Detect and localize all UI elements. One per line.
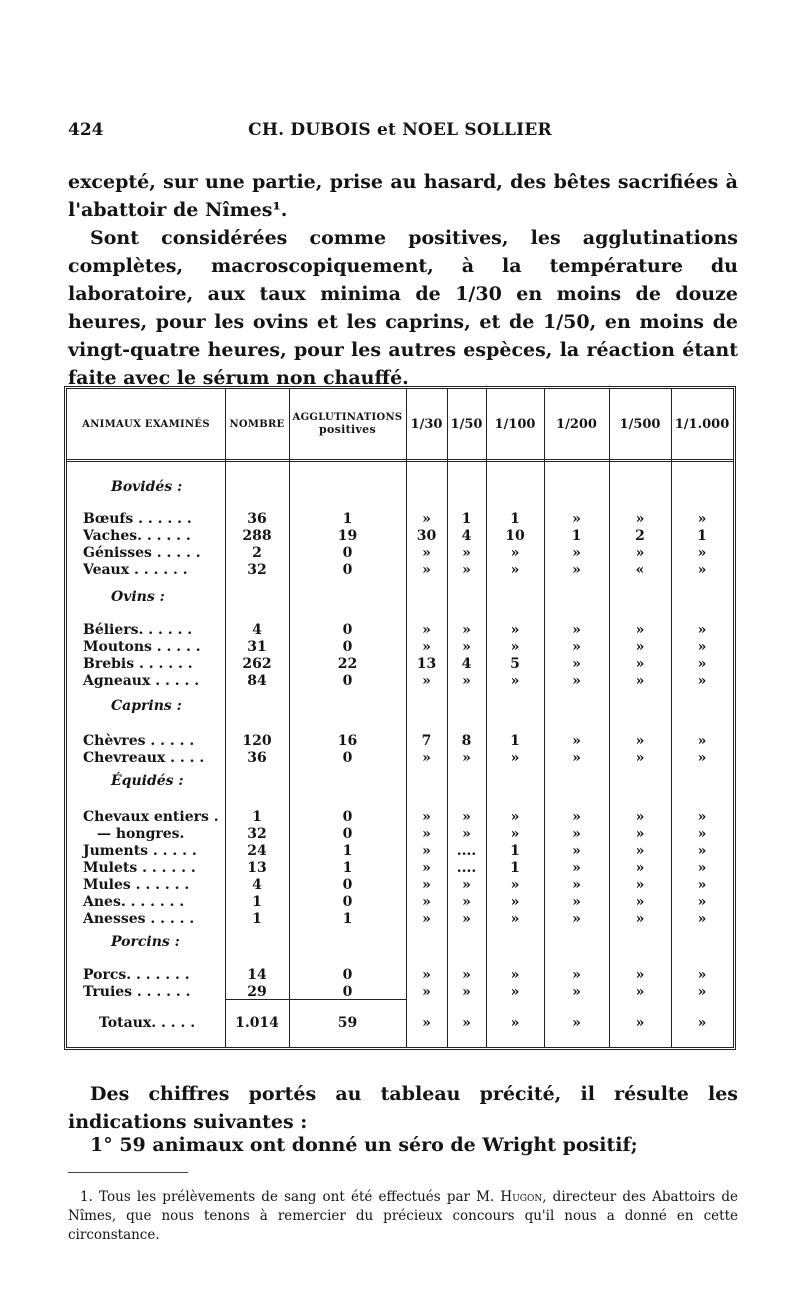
cell-t100: » bbox=[510, 639, 520, 655]
cell-t30: » bbox=[422, 545, 431, 561]
cell-t100: » bbox=[510, 562, 520, 578]
table-row-moutons bbox=[67, 639, 733, 656]
cell-t200: » bbox=[572, 877, 581, 893]
cell-t200: » bbox=[572, 967, 581, 983]
cell-t200: » bbox=[572, 911, 581, 927]
cell-t30: » bbox=[422, 984, 431, 1000]
cell-t200: » bbox=[572, 562, 581, 578]
cell-n: 31 bbox=[247, 639, 267, 655]
table-row-mules bbox=[67, 877, 733, 894]
cell-t1000: » bbox=[697, 843, 707, 859]
col-divider bbox=[486, 389, 487, 1047]
cell-t30: » bbox=[422, 877, 431, 893]
cell-t1000: » bbox=[697, 826, 707, 842]
cell-t50: 4 bbox=[461, 656, 472, 672]
cell-t50: » bbox=[462, 1015, 471, 1031]
col-divider bbox=[406, 389, 407, 1047]
cell-t50: » bbox=[462, 639, 471, 655]
cell-t1000: » bbox=[697, 639, 707, 655]
cell-t50: 4 bbox=[461, 528, 472, 544]
cell-t500: 2 bbox=[635, 528, 645, 544]
cell-n: 4 bbox=[252, 622, 262, 638]
cell-n: 14 bbox=[247, 967, 267, 983]
cell-n: 36 bbox=[247, 511, 267, 527]
cell-t200: » bbox=[572, 894, 581, 910]
cell-t200: » bbox=[572, 826, 581, 842]
cell-label: Anesses . . . . . bbox=[83, 911, 195, 927]
cell-t100: 1 bbox=[510, 733, 520, 749]
cell-t200: » bbox=[572, 1015, 581, 1031]
cell-n: 262 bbox=[242, 656, 272, 672]
cell-t50: » bbox=[462, 826, 471, 842]
cell-t500: » bbox=[635, 1015, 645, 1031]
cell-pos: 59 bbox=[337, 1015, 358, 1031]
cell-n: 84 bbox=[247, 673, 267, 689]
col-header-1-200: 1/200 bbox=[556, 416, 597, 432]
cell-t30: » bbox=[422, 911, 431, 927]
table-row-chevres bbox=[67, 733, 733, 750]
table-row-brebis bbox=[67, 656, 733, 673]
cell-t1000: » bbox=[697, 545, 707, 561]
cell-t200: » bbox=[572, 809, 581, 825]
cell-t100: » bbox=[510, 622, 520, 638]
cell-t100: 1 bbox=[510, 843, 520, 859]
cell-t30: » bbox=[422, 639, 431, 655]
cell-t50: » bbox=[462, 545, 471, 561]
cell-t100: » bbox=[510, 750, 520, 766]
table-row-porcs bbox=[67, 967, 733, 984]
cell-label: Agneaux . . . . . bbox=[83, 673, 200, 689]
cell-t500: » bbox=[635, 750, 645, 766]
table-row-totaux bbox=[67, 1015, 733, 1032]
cell-n: 32 bbox=[247, 826, 267, 842]
table-row-genisses bbox=[67, 545, 733, 562]
cell-label: Veaux . . . . . . bbox=[83, 562, 188, 578]
cell-t100: » bbox=[510, 967, 520, 983]
cell-n: 1 bbox=[252, 809, 262, 825]
cell-t100: » bbox=[510, 826, 520, 842]
cell-t200: » bbox=[572, 622, 581, 638]
cell-t1000: 1 bbox=[697, 528, 707, 544]
table-row-veaux bbox=[67, 562, 733, 579]
cell-t50: » bbox=[462, 894, 471, 910]
category-bovides: Bovidés : bbox=[111, 479, 183, 495]
cell-label: Mules . . . . . . bbox=[83, 877, 190, 893]
cell-t1000: » bbox=[697, 562, 707, 578]
footnote-name: Hugon bbox=[500, 1189, 543, 1205]
cell-label: — hongres. bbox=[97, 826, 185, 842]
cell-t200: » bbox=[572, 733, 581, 749]
cell-n: 2 bbox=[252, 545, 262, 561]
table-row-juments bbox=[67, 843, 733, 860]
footnote-rule bbox=[68, 1172, 188, 1173]
cell-t500: » bbox=[635, 984, 645, 1000]
cell-label: Truies . . . . . . bbox=[83, 984, 191, 1000]
col-header-count: NOMBRE bbox=[229, 418, 285, 430]
cell-t50: 1 bbox=[461, 511, 472, 527]
cell-t200: » bbox=[572, 545, 581, 561]
table-row-chevaux bbox=[67, 809, 733, 826]
cell-t50: » bbox=[462, 911, 471, 927]
cell-pos: 0 bbox=[342, 639, 353, 655]
category-equides: Équidés : bbox=[111, 773, 184, 789]
cell-t30: » bbox=[422, 860, 431, 876]
col-divider bbox=[447, 389, 448, 1047]
cell-t100: » bbox=[510, 1015, 520, 1031]
cell-t500: » bbox=[635, 967, 645, 983]
cell-t50: » bbox=[462, 984, 471, 1000]
cell-t30: 13 bbox=[416, 656, 437, 672]
paragraph-1: excepté, sur une partie, prise au hasard, des bêtes sacrifiées à l'abattoir de Nîmes¹. bbox=[68, 171, 738, 221]
cell-t1000: » bbox=[697, 1015, 707, 1031]
cell-t500: » bbox=[635, 877, 645, 893]
cell-t1000: » bbox=[697, 511, 707, 527]
cell-t30: » bbox=[422, 511, 431, 527]
cell-t200: » bbox=[572, 750, 581, 766]
cell-t30: 7 bbox=[421, 733, 432, 749]
table-row-truies bbox=[67, 984, 733, 1001]
col-header-1-100: 1/100 bbox=[494, 416, 536, 432]
cell-t50: » bbox=[462, 967, 471, 983]
col-divider bbox=[289, 389, 290, 1047]
page-number: 424 bbox=[68, 120, 104, 140]
col-divider bbox=[671, 389, 672, 1047]
cell-pos: 0 bbox=[342, 877, 353, 893]
cell-t500: » bbox=[635, 511, 645, 527]
cell-t50: .... bbox=[456, 860, 477, 876]
cell-t30: » bbox=[422, 967, 431, 983]
cell-label: Juments . . . . . bbox=[83, 843, 197, 859]
col-header-1-500: 1/500 bbox=[619, 416, 661, 432]
cell-t500: » bbox=[635, 826, 645, 842]
positives-label: positives bbox=[319, 423, 376, 436]
cell-t1000: » bbox=[697, 894, 707, 910]
cell-n: 1 bbox=[252, 894, 262, 910]
cell-label: Vaches. . . . . . bbox=[83, 528, 191, 544]
cell-t500: » bbox=[635, 733, 645, 749]
cell-n: 1 bbox=[252, 911, 262, 927]
cell-pos: 0 bbox=[342, 622, 353, 638]
running-title: CH. DUBOIS et NOEL SOLLIER bbox=[248, 120, 552, 140]
cell-n: 36 bbox=[247, 750, 267, 766]
cell-t30: » bbox=[422, 809, 431, 825]
cell-pos: 1 bbox=[342, 911, 353, 927]
cell-t30: » bbox=[422, 622, 431, 638]
header-rule bbox=[67, 459, 733, 462]
cell-pos: 0 bbox=[342, 673, 353, 689]
cell-n: 32 bbox=[247, 562, 267, 578]
cell-label: Bœufs . . . . . . bbox=[83, 511, 192, 527]
cell-pos: 1 bbox=[342, 843, 353, 859]
table-row-agneaux bbox=[67, 673, 733, 690]
table-row-hongres bbox=[67, 826, 733, 843]
cell-t30: » bbox=[422, 562, 431, 578]
cell-pos: 0 bbox=[342, 545, 353, 561]
cell-t500: » bbox=[635, 894, 645, 910]
cell-t500: » bbox=[635, 809, 645, 825]
cell-pos: 0 bbox=[342, 967, 353, 983]
cell-pos: 1 bbox=[342, 511, 353, 527]
cell-t500: » bbox=[635, 673, 645, 689]
col-divider bbox=[609, 389, 610, 1047]
cell-pos: 0 bbox=[342, 984, 353, 1000]
table-row-anesses bbox=[67, 911, 733, 928]
category-ovins: Ovins : bbox=[111, 589, 165, 605]
cell-label: Brebis . . . . . . bbox=[83, 656, 193, 672]
cell-t200: » bbox=[572, 511, 581, 527]
cell-t50: » bbox=[462, 750, 471, 766]
cell-t100: 5 bbox=[510, 656, 520, 672]
category-caprins: Caprins : bbox=[111, 698, 182, 714]
cell-t200: » bbox=[572, 984, 581, 1000]
cell-label: Chevreaux . . . . bbox=[83, 750, 205, 766]
col-divider bbox=[544, 389, 545, 1047]
cell-label: Chèvres . . . . . bbox=[83, 733, 195, 749]
cell-t200: » bbox=[572, 843, 581, 859]
footnote-number: 1. bbox=[80, 1189, 93, 1205]
cell-t500: » bbox=[635, 911, 645, 927]
cell-n: 1.014 bbox=[235, 1015, 279, 1031]
cell-t1000: » bbox=[697, 656, 707, 672]
cell-t1000: » bbox=[697, 622, 707, 638]
cell-t100: » bbox=[510, 894, 520, 910]
cell-n: 13 bbox=[247, 860, 267, 876]
footnote-text-2: , directeur des Abattoirs de Nîmes, que nous tenons à remercier du précieux concours qu'il nous a donné en cette circonstance. bbox=[68, 1189, 738, 1243]
cell-label: Moutons . . . . . bbox=[83, 639, 201, 655]
cell-label: Mulets . . . . . . bbox=[83, 860, 196, 876]
cell-t1000: » bbox=[697, 809, 707, 825]
cell-pos: 0 bbox=[342, 809, 353, 825]
cell-t50: 8 bbox=[461, 733, 472, 749]
cell-t1000: » bbox=[697, 860, 707, 876]
cell-t200: » bbox=[572, 656, 581, 672]
cell-label: Génisses . . . . . bbox=[83, 545, 201, 561]
cell-t1000: » bbox=[697, 733, 707, 749]
cell-pos: 22 bbox=[337, 656, 358, 672]
cell-t100: » bbox=[510, 673, 520, 689]
cell-t100: 10 bbox=[505, 528, 525, 544]
cell-t1000: » bbox=[697, 673, 707, 689]
cell-pos: 0 bbox=[342, 562, 353, 578]
cell-t1000: » bbox=[697, 911, 707, 927]
cell-t100: » bbox=[510, 545, 520, 561]
cell-t50: » bbox=[462, 622, 471, 638]
footnote-text-1: Tous les prélèvements de sang ont été effectués par M. bbox=[99, 1189, 495, 1205]
table-row-beliers bbox=[67, 622, 733, 639]
cell-pos: 1 bbox=[342, 860, 353, 876]
cell-n: 29 bbox=[247, 984, 267, 1000]
cell-label: Anes. . . . . . . bbox=[83, 894, 185, 910]
cell-n: 120 bbox=[242, 733, 272, 749]
cell-pos: 16 bbox=[337, 733, 358, 749]
agglutinations-label: AGGLUTINATIONS bbox=[292, 412, 403, 423]
cell-label: Chevaux entiers . bbox=[83, 809, 219, 825]
cell-t30: » bbox=[422, 826, 431, 842]
cell-label: Porcs. . . . . . . bbox=[83, 967, 190, 983]
cell-t500: » bbox=[635, 860, 645, 876]
cell-t1000: » bbox=[697, 750, 707, 766]
cell-t30: » bbox=[422, 750, 431, 766]
col-header-1-1000: 1/1.000 bbox=[674, 416, 730, 432]
cell-t50: » bbox=[462, 809, 471, 825]
cell-t500: » bbox=[635, 622, 645, 638]
cell-t100: » bbox=[510, 911, 520, 927]
col-header-animals: ANIMAUX EXAMINÉS bbox=[82, 418, 210, 430]
cell-t1000: » bbox=[697, 967, 707, 983]
col-divider bbox=[225, 389, 226, 1047]
cell-t100: 1 bbox=[510, 511, 520, 527]
cell-n: 24 bbox=[247, 843, 267, 859]
cell-t50: » bbox=[462, 877, 471, 893]
cell-n: 288 bbox=[242, 528, 272, 544]
table-row-vaches bbox=[67, 528, 733, 545]
cell-t30: » bbox=[422, 894, 431, 910]
cell-t200: 1 bbox=[571, 528, 582, 544]
cell-t500: « bbox=[635, 562, 645, 578]
cell-t50: » bbox=[462, 562, 471, 578]
cell-t500: » bbox=[635, 656, 645, 672]
cell-pos: 0 bbox=[342, 894, 353, 910]
cell-label: Béliers. . . . . . bbox=[83, 622, 193, 638]
category-porcins: Porcins : bbox=[111, 934, 180, 950]
cell-t500: » bbox=[635, 639, 645, 655]
cell-t200: » bbox=[572, 673, 581, 689]
results-table bbox=[64, 386, 736, 1050]
table-row-chevreaux bbox=[67, 750, 733, 767]
cell-t50: » bbox=[462, 673, 471, 689]
cell-t30: » bbox=[422, 1015, 431, 1031]
cell-t1000: » bbox=[697, 984, 707, 1000]
cell-t100: 1 bbox=[510, 860, 520, 876]
cell-t30: » bbox=[422, 843, 431, 859]
cell-pos: 0 bbox=[342, 826, 353, 842]
footnote bbox=[68, 1188, 738, 1245]
table-row-anes bbox=[67, 894, 733, 911]
table-row-boeufs bbox=[67, 511, 733, 528]
col-header-agglutinations bbox=[289, 389, 406, 459]
paragraph-4: 1° 59 animaux ont donné un séro de Wright positif; bbox=[90, 1134, 638, 1156]
col-header-1-50: 1/50 bbox=[450, 416, 483, 432]
cell-t50: .... bbox=[456, 843, 477, 859]
cell-t200: » bbox=[572, 860, 581, 876]
paragraph-3: Des chiffres portés au tableau précité, il résulte les indications suivantes : bbox=[68, 1083, 738, 1133]
cell-t1000: » bbox=[697, 877, 707, 893]
cell-t100: » bbox=[510, 877, 520, 893]
table-row-mulets bbox=[67, 860, 733, 877]
cell-t200: » bbox=[572, 639, 581, 655]
cell-t500: » bbox=[635, 843, 645, 859]
cell-t500: » bbox=[635, 545, 645, 561]
cell-pos: 0 bbox=[342, 750, 353, 766]
cell-t100: » bbox=[510, 809, 520, 825]
cell-t100: » bbox=[510, 984, 520, 1000]
paragraph-2: Sont considérées comme positives, les agglutinations complètes, macroscopiquement, à la température du laboratoire, aux taux minima de 1/30 en moins de douze heures, pour les ovins et les caprins, et de 1/50, en moins de vingt-quatre heures, pour les autres espèces, la réaction étant faite avec le sérum non chauffé. bbox=[68, 227, 738, 389]
cell-pos: 19 bbox=[337, 528, 358, 544]
cell-n: 4 bbox=[252, 877, 262, 893]
cell-label: Totaux. . . . . bbox=[99, 1015, 196, 1031]
col-header-1-30: 1/30 bbox=[410, 416, 443, 432]
cell-t30: » bbox=[422, 673, 431, 689]
cell-t30: 30 bbox=[416, 528, 437, 544]
